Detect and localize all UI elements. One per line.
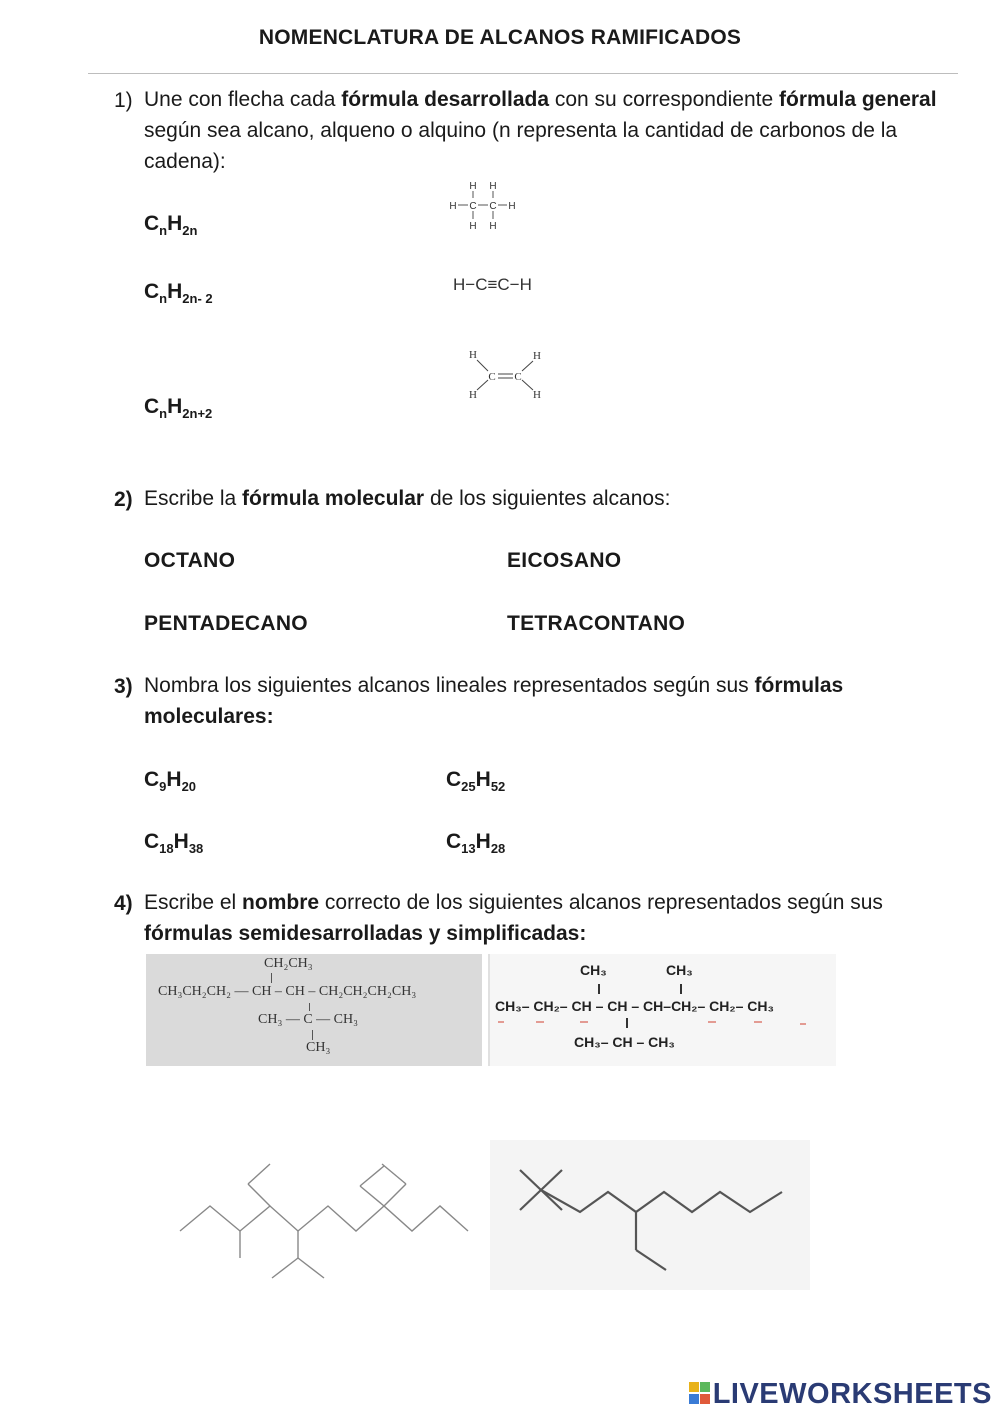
alkane-name-octano: OCTANO: [144, 549, 236, 572]
skeletal-formula-2-drawing: [490, 1140, 810, 1290]
alkyne-structure: H−C≡C−H: [453, 275, 532, 294]
svg-text:H: H: [489, 181, 497, 192]
svg-text:H: H: [533, 389, 541, 401]
ethene-structure: [462, 346, 552, 404]
q4-number: 4): [114, 892, 133, 915]
q2-text: Escribe la fórmula molecular de los siguientes alcanos:: [144, 487, 671, 510]
tertbutyl-bottom-label: CH₃: [306, 1040, 331, 1055]
svg-text:C: C: [469, 201, 477, 212]
page-title: NOMENCLATURA DE ALCANOS RAMIFICADOS: [258, 26, 742, 49]
q3-number: 3): [114, 675, 133, 698]
logo-text: LIVEWORKSHEETS: [712, 1378, 992, 1410]
ethane-structure: [444, 178, 524, 234]
title-divider: [88, 73, 958, 74]
formula-alkene: $C_nH_{2n}$: [144, 212, 198, 238]
isopropyl-label: CH₃– CH – CH₃: [574, 1034, 675, 1050]
main-chain-label: CH₃CH₂CH₂ — CH – CH – CH₂CH₂CH₂CH₃: [158, 984, 417, 999]
bond-line: [271, 973, 272, 983]
svg-text:H: H: [469, 181, 477, 192]
skeletal-formula-1: [170, 1136, 480, 1286]
main-chain-label: CH₃– CH₂– CH – CH – CH–CH₂– CH₂– CH₃: [495, 998, 774, 1014]
formula-c18h38: $C_{18}H_{38}$: [144, 830, 204, 856]
svg-text:H: H: [533, 350, 541, 362]
bond-line: [680, 984, 682, 994]
q2-number: 2): [114, 488, 133, 511]
skeletal-formula-2: [490, 1140, 810, 1290]
svg-text:H: H: [469, 389, 477, 401]
svg-text:C: C: [489, 201, 497, 212]
svg-text:H: H: [508, 201, 516, 212]
methyl-branch-2-label: CH₃: [666, 962, 693, 978]
red-underline-marks: [490, 1016, 836, 1028]
bond-line: [312, 1030, 313, 1040]
liveworksheets-logo[interactable]: [689, 1378, 992, 1411]
bond-line: [598, 984, 600, 994]
svg-text:C: C: [488, 371, 496, 383]
svg-text:H: H: [489, 221, 497, 232]
tertbutyl-mid-label: CH₃ — C — CH₃: [258, 1012, 358, 1027]
alkane-name-eicosano: EICOSANO: [507, 549, 622, 572]
formula-c13h28: $C_{13}H_{28}$: [446, 830, 506, 856]
svg-text:H: H: [469, 349, 477, 361]
logo-icon: [689, 1382, 711, 1406]
q3-text: Nombra los siguientes alcanos lineales representados según sus fórmulas moleculares:: [144, 674, 844, 728]
q1-text: Une con flecha cada fórmula desarrollada con su correspondiente fórmula general según sea alcano, alqueno o alquino (n representa la cantidad de carbonos de la cadena):: [144, 88, 937, 173]
methyl-branch-1-label: CH₃: [580, 962, 607, 978]
bond-line: [309, 1003, 310, 1011]
formula-c25h52: $C_{25}H_{52}$: [446, 768, 506, 794]
alkane-name-tetracontano: TETRACONTANO: [507, 612, 686, 635]
formula-c9h20: $C_9H_{20}$: [144, 768, 197, 794]
semistructural-formula-2: [488, 954, 836, 1066]
svg-text:H: H: [469, 221, 477, 232]
svg-text:C: C: [514, 371, 522, 383]
alkane-name-pentadecano: PENTADECANO: [144, 612, 308, 635]
q1-number: 1): [114, 89, 133, 112]
q4-text: Escribe el nombre correcto de los siguientes alcanos representados según sus fórmulas semidesarrolladas y simplificadas:: [144, 891, 883, 945]
formula-alkane: $C_nH_{2n+2}$: [144, 395, 213, 421]
svg-text:H: H: [449, 201, 457, 212]
semistructural-formula-1: [146, 954, 482, 1066]
ethyl-branch-label: CH₂CH₃: [264, 956, 313, 971]
formula-alkyne: $C_nH_{2n- 2}$: [144, 280, 213, 306]
